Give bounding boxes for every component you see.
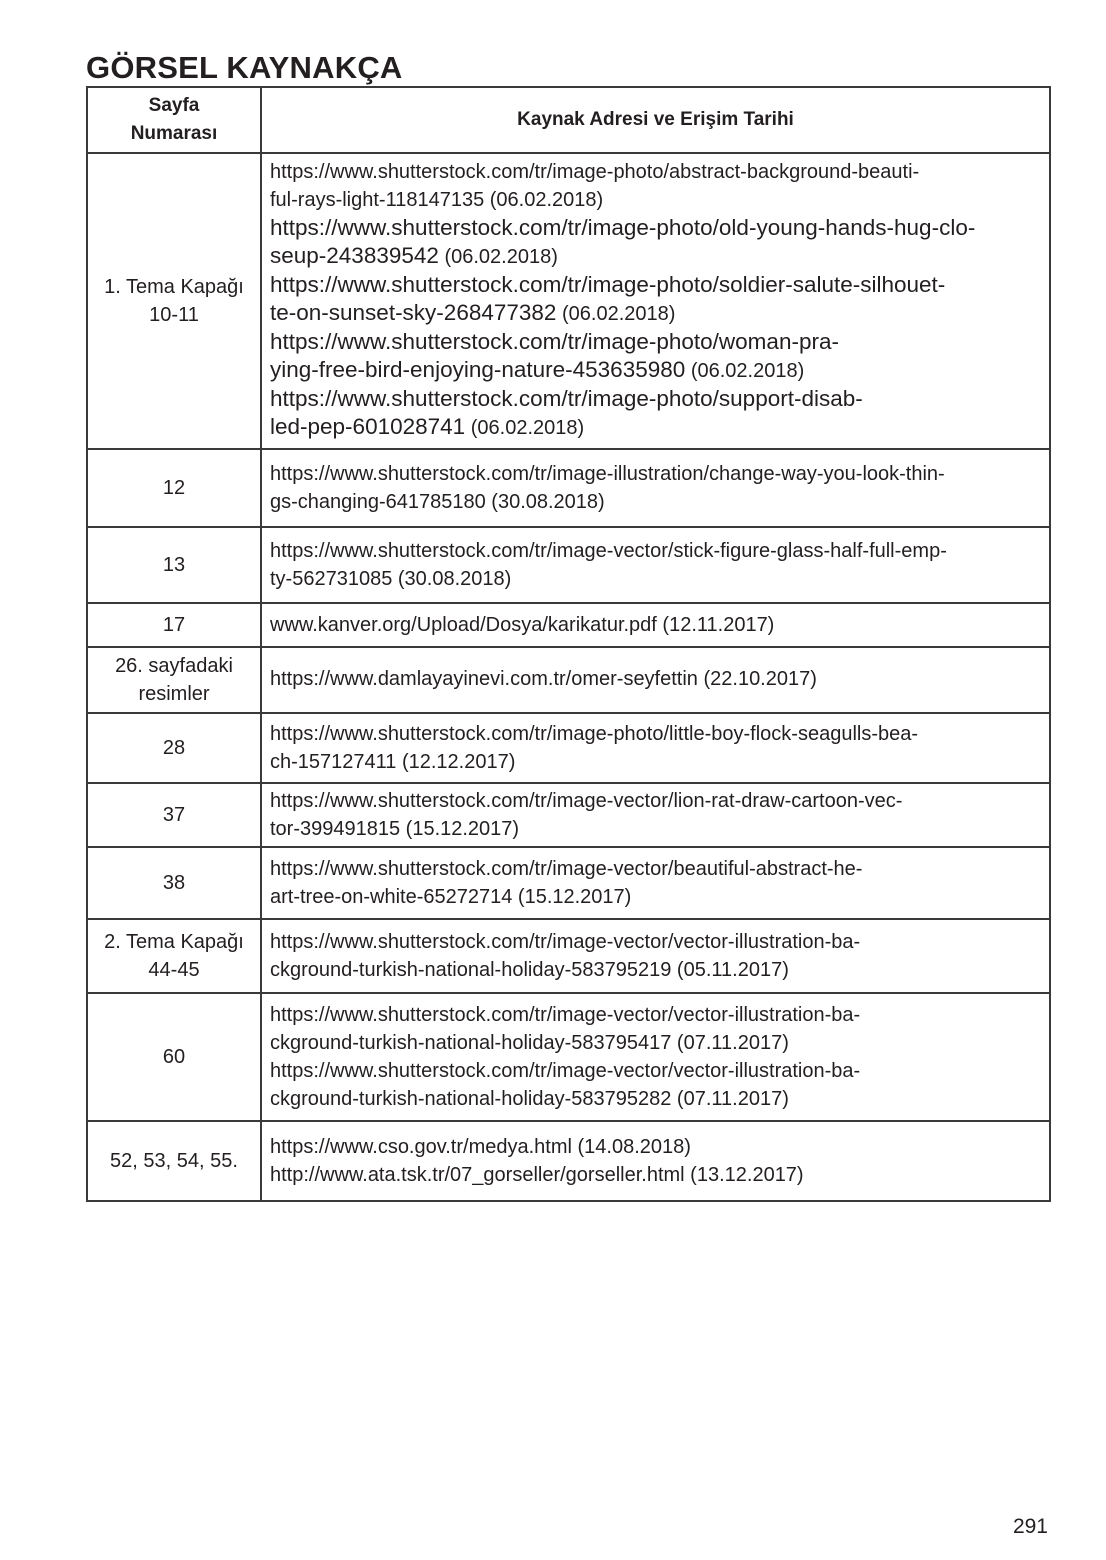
source-url: led-pep-601028741 (270, 414, 466, 439)
source-line (270, 271, 1041, 299)
page-line: 13 (162, 554, 186, 576)
page-cell (87, 1121, 261, 1201)
page-cell (87, 153, 261, 449)
source-line: http://www.ata.tsk.tr/07_gorseller/gorseller.html (13.12.2017) (270, 1164, 804, 1186)
source-line: gs-changing-641785180 (30.08.2018) (270, 491, 605, 513)
page-line: resimler (138, 683, 210, 705)
table-row (87, 713, 1050, 783)
source-line: tor-399491815 (15.12.2017) (270, 818, 520, 840)
source-url: seup-243839542 (270, 243, 439, 268)
source-line: www.kanver.org/Upload/Dosya/karikatur.pdf (12.11.2017) (270, 614, 775, 636)
source-cell (261, 449, 1050, 527)
source-url: https://www.shutterstock.com/tr/image-photo/woman-pra- (270, 329, 839, 354)
page-line: 26. sayfadaki (115, 655, 233, 677)
page-cell (87, 647, 261, 713)
access-date: (06.02.2018) (489, 189, 604, 211)
source-line: https://www.shutterstock.com/tr/image-vector/beautiful-abstract-he- (270, 858, 863, 880)
page-cell (87, 993, 261, 1121)
source-line (270, 214, 1041, 242)
page-cell (87, 449, 261, 527)
page-title: GÖRSEL KAYNAKÇA (86, 50, 403, 85)
table-row (87, 153, 1050, 449)
source-line: https://www.shutterstock.com/tr/image-vector/vector-illustration-ba- (270, 1004, 861, 1026)
header-page-line: Numarası (130, 123, 218, 144)
source-line: ckground-turkish-national-holiday-583795282 (07.11.2017) (270, 1088, 789, 1110)
source-line: https://www.shutterstock.com/tr/image-photo/little-boy-flock-seagulls-bea- (270, 723, 919, 745)
source-line (270, 158, 1041, 186)
page-line: 38 (162, 872, 186, 894)
source-cell (261, 153, 1050, 449)
page-line: 2. Tema Kapağı (104, 931, 244, 953)
page-line: 44-45 (148, 959, 200, 981)
source-cell (261, 847, 1050, 919)
source-line: https://www.shutterstock.com/tr/image-vector/vector-illustration-ba- (270, 1060, 861, 1082)
page-line: 10-11 (149, 304, 199, 326)
source-cell (261, 783, 1050, 847)
source-cell (261, 527, 1050, 603)
source-line: ty-562731085 (30.08.2018) (270, 568, 512, 590)
table-row (87, 1121, 1050, 1201)
page-line: 28 (162, 737, 186, 759)
source-line: https://www.shutterstock.com/tr/image-illustration/change-way-you-look-thin- (270, 463, 945, 485)
source-line: https://www.shutterstock.com/tr/image-vector/vector-illustration-ba- (270, 931, 861, 953)
page-line: 12 (162, 477, 186, 499)
source-line: ckground-turkish-national-holiday-583795417 (07.11.2017) (270, 1032, 789, 1054)
page-line: 52, 53, 54, 55. (110, 1150, 238, 1172)
source-cell (261, 919, 1050, 993)
access-date: (06.02.2018) (444, 246, 558, 268)
page-number: 291 (1012, 1515, 1048, 1538)
table-row (87, 847, 1050, 919)
access-date: (06.02.2018) (470, 417, 585, 439)
source-url: https://www.shutterstock.com/tr/image-photo/support-disab- (270, 386, 863, 411)
table-row (87, 919, 1050, 993)
source-line (270, 413, 1041, 442)
table-row (87, 647, 1050, 713)
source-cell (261, 647, 1050, 713)
source-line: https://www.cso.gov.tr/medya.html (14.08.2018) (270, 1136, 691, 1158)
source-cell (261, 1121, 1050, 1201)
source-url: te-on-sunset-sky-268477382 (270, 300, 557, 325)
source-line (270, 299, 1041, 328)
source-url: https://www.shutterstock.com/tr/image-photo/soldier-salute-silhouet- (270, 272, 946, 297)
page-cell (87, 783, 261, 847)
source-line (270, 242, 1041, 271)
source-line: https://www.shutterstock.com/tr/image-vector/stick-figure-glass-half-full-emp- (270, 540, 947, 562)
source-url: ful-rays-light-118147135 (270, 189, 485, 211)
source-line: https://www.damlayayinevi.com.tr/omer-seyfettin (22.10.2017) (270, 668, 817, 690)
source-line (270, 385, 1041, 413)
page-line: 1. Tema Kapağı (104, 276, 244, 298)
source-cell (261, 713, 1050, 783)
page-cell (87, 919, 261, 993)
source-line (270, 356, 1041, 385)
table-row (87, 993, 1050, 1121)
access-date: (06.02.2018) (562, 303, 676, 325)
header-page-number (87, 87, 261, 153)
header-source: Kaynak Adresi ve Erişim Tarihi (261, 87, 1050, 153)
table-row (87, 449, 1050, 527)
reference-table (86, 86, 1051, 1202)
page-line: 37 (162, 804, 186, 826)
table-row (87, 603, 1050, 647)
source-url: ying-free-bird-enjoying-nature-453635980 (270, 357, 686, 382)
table-row (87, 527, 1050, 603)
source-line: ckground-turkish-national-holiday-583795219 (05.11.2017) (270, 959, 789, 981)
page-cell (87, 713, 261, 783)
source-line (270, 186, 1041, 214)
source-url: https://www.shutterstock.com/tr/image-photo/abstract-background-beauti- (270, 161, 920, 183)
page-line: 60 (162, 1046, 186, 1068)
source-url: https://www.shutterstock.com/tr/image-photo/old-young-hands-hug-clo- (270, 215, 976, 240)
source-line (270, 328, 1041, 356)
source-cell (261, 603, 1050, 647)
access-date: (06.02.2018) (690, 360, 805, 382)
source-line: https://www.shutterstock.com/tr/image-vector/lion-rat-draw-cartoon-vec- (270, 790, 903, 812)
page-cell (87, 847, 261, 919)
table-header-row (87, 87, 1050, 153)
page-line: 17 (162, 614, 186, 636)
source-line: art-tree-on-white-65272714 (15.12.2017) (270, 886, 632, 908)
header-page-line: Sayfa (148, 95, 200, 116)
source-line: ch-157127411 (12.12.2017) (270, 751, 516, 773)
page-cell (87, 603, 261, 647)
table-row (87, 783, 1050, 847)
page-cell (87, 527, 261, 603)
source-cell (261, 993, 1050, 1121)
